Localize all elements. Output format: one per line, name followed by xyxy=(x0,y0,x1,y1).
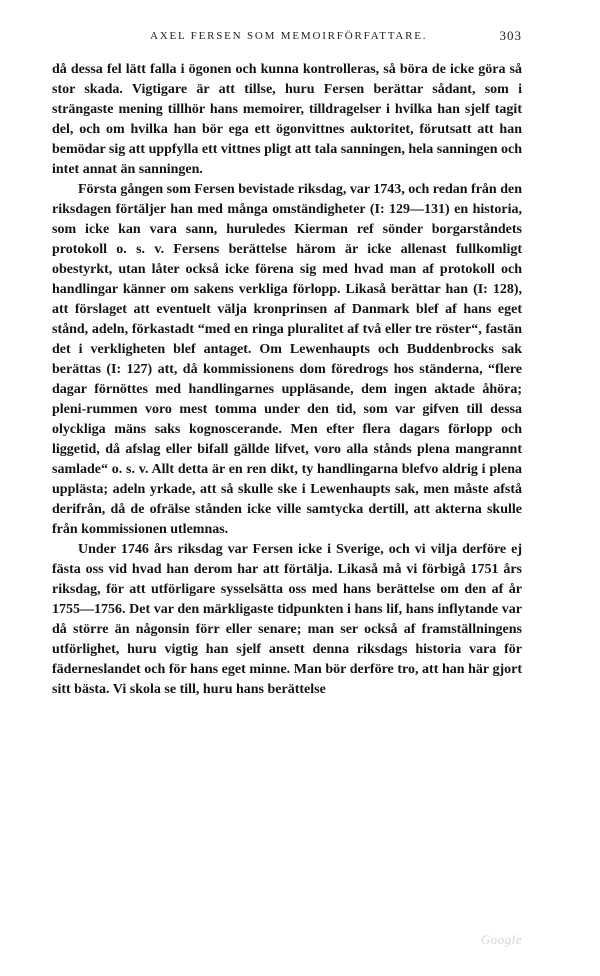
paragraph-riksdag-1743: Första gången som Fersen bevistade riksdag, var 1743, och redan från den riksdagen förtäljer han med många omständigheter (I: 129—131) en historia, som icke kan vara sann, huruledes Kierman ref sönder borgarståndets protokoll o. s. v. Fersens berättelse härom är icke allenast fullkomligt obestyrkt, utan låter också icke förena sig med hvad man af protokoll och handlingar känner om sakens verkliga förlopp. Likaså berättar han (I: 128), att förslaget att eventuelt välja kronprinsen af Danmark blef af hans eget stånd, adeln, förkastadt “med en ringa pluralitet af två eller tre röster“, fastän det i verkligheten blef antaget. Om Lewenhaupts och Buddenbrocks sak berättas (I: 127) att, då kommissionens dom föredrogs hos ständerna, “flere dagar förnöttes med handlingarnes uppläsande, dem ingen aktade åhöra; pleni-rummen voro mest tomma under den tid, som var gifven till dessa olyckliga mäns saks kognoscerande. Men efter flera dagars förlopp och liggetid, då afslag eller bifall gällde lifvet, voro alla stånds plena mangrannt samlade“ o. s. v. Allt detta är en ren dikt, ty handlingarna blefvo aldrig i plena upplästa; adeln yrkade, att så skulle ske i Lewenhaupts sak, men måste afstå derifrån, då de ofrälse stånden icke ville samtycka dertill, att akterna skulle från kommissionen utlemnas. xyxy=(52,182,522,537)
page-number: 303 xyxy=(499,28,522,43)
google-watermark: Google xyxy=(480,932,522,947)
paragraph-continuation: då dessa fel lätt falla i ögonen och kunna kontrolleras, så böra de icke göra så stor skada. Vigtigare är att tillse, huru Fersen berättar sådant, som i strängaste mening tillhör hans memoirer, tilldragelser i hvilka han sjelf tagit del, och om hvilka han bör ega ett ögonvittnes auktoritet, förutsatt att han bemödar sig att uppfylla ett vittnes pligt att tala sanningen, hela sanningen och intet annat än sanningen. xyxy=(52,62,522,177)
running-header xyxy=(52,28,522,50)
document-page xyxy=(52,28,522,700)
paragraph-riksdag-1746: Under 1746 års riksdag var Fersen icke i Sverige, och vi vilja derföre ej fästa oss vid hvad han derom har att förtälja. Likaså må vi förbigå 1751 års riksdag, för att utförligare sysselsätta oss med hans berättelse om den af år 1755—1756. Det var den märkligaste tidpunkten i hans lif, hans inflytande var då större än någonsin förr eller senare; man ser också af framställningens utförlighet, huru vigtig han sjelf ansett denna riksdags historia vara för fäderneslandet och för hans eget minne. Man bör derföre tro, att han här gjort sitt bästa. Vi skola se till, huru hans berättelse xyxy=(52,542,522,697)
running-title: AXEL FERSEN SOM MEMOIRFÖRFATTARE. xyxy=(150,30,428,42)
body-text xyxy=(52,60,522,700)
